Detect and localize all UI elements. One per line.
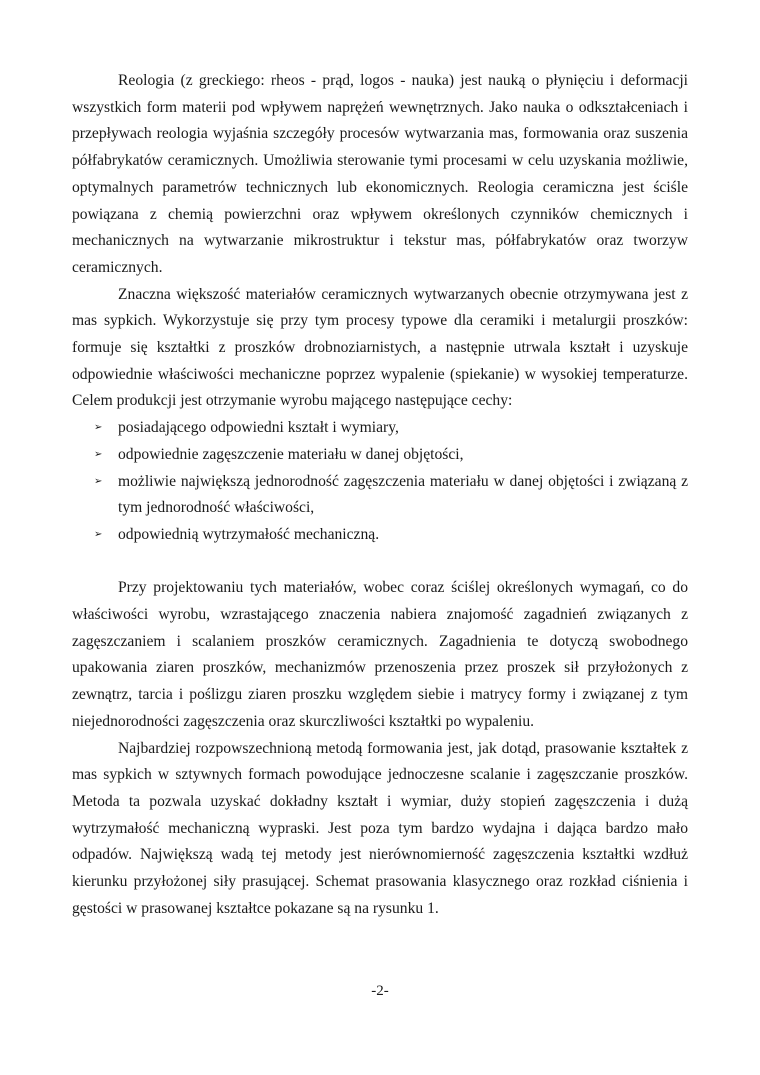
- arrowhead-bullet-icon: ➢: [94, 475, 103, 487]
- product-features-list: [72, 415, 688, 549]
- list-item: [72, 469, 688, 522]
- page-number: -2-: [371, 983, 389, 999]
- document-page: [72, 68, 688, 922]
- paragraph-powder-materials: Znaczna większość materiałów ceramicznych wytwarzanych obecnie otrzymywana jest z mas sypkich. Wykorzystuje się przy tym procesy typowe dla ceramiki i metalurgii proszków: formuje się kształtki z proszków drobnoziarnistych, a następnie utrwala kształt i uzyskuje odpowiednie właściwości mechaniczne poprzez wypalenie (spiekanie) w wysokiej temperaturze. Celem produkcji jest otrzymanie wyrobu mającego następujące cechy:: [72, 285, 688, 410]
- paragraph-design-considerations: Przy projektowaniu tych materiałów, wobec coraz ściślej określonych wymagań, co do właściwości wyrobu, wzrastającego znaczenia nabiera znajomość zagadnień związanych z zagęszczaniem i scalaniem proszków ceramicznych. Zagadnienia te dotyczą swobodnego upakowania ziaren proszków, mechanizmów przenoszenia przez proszek sił przyłożonych z zewnątrz, tarcia i poślizgu ziaren proszku względem siebie i matrycy formy i związanej z tym niejednorodności zagęszczenia oraz skurczliwości kształtki po wypaleniu.: [72, 579, 688, 730]
- list-item-text: odpowiednią wytrzymałość mechaniczną.: [118, 525, 380, 543]
- paragraph-rheology-definition: Reologia (z greckiego: rheos - prąd, logos - nauka) jest nauką o płynięciu i deformacji wszystkich form materii pod wpływem naprężeń wewnętrznych. Jako nauka o odkształceniach i przepływach reologia wyjaśnia szczegóły procesów wytwarzania mas, formowania oraz suszenia półfabrykatów ceramicznych. Umożliwia sterowanie tymi procesami w celu uzyskania możliwie, optymalnych parametrów technicznych lub ekonomicznych. Reologia ceramiczna jest ściśle powiązana z chemią powierzchni oraz wpływem określonych czynników chemicznych i mechanicznych na wytwarzanie mikrostruktur i tekstur mas, półfabrykatów oraz tworzyw ceramicznych.: [72, 72, 688, 276]
- list-item: [72, 522, 688, 549]
- list-item-text: możliwie największą jednorodność zagęszczenia materiału w danej objętości i związaną z tym jednorodność właściwości,: [118, 472, 688, 517]
- arrowhead-bullet-icon: ➢: [94, 422, 103, 434]
- list-item: [72, 415, 688, 442]
- paragraph-pressing-method: Najbardziej rozpowszechnioną metodą formowania jest, jak dotąd, prasowanie kształtek z mas sypkich w sztywnych formach powodujące jednoczesne scalanie i zagęszczanie proszków. Metoda ta pozwala uzyskać dokładny kształt i wymiar, duży stopień zagęszczenia i dużą wytrzymałość mechaniczną wypraski. Jest poza tym bardzo wydajna i dająca bardzo mało odpadów. Największą wadą tej metody jest nierównomierność zagęszczenia kształtki wzdłuż kierunku przyłożonej siły prasującej. Schemat prasowania klasycznego oraz rozkład ciśnienia i gęstości w prasowanej kształtce pokazane są na rysunku 1.: [72, 739, 688, 917]
- blank-line-spacer: [72, 549, 688, 576]
- list-item-text: posiadającego odpowiedni kształt i wymiary,: [118, 419, 399, 437]
- arrowhead-bullet-icon: ➢: [94, 528, 103, 540]
- arrowhead-bullet-icon: ➢: [94, 448, 103, 460]
- list-item-text: odpowiednie zagęszczenie materiału w danej objętości,: [118, 445, 464, 463]
- list-item: [72, 442, 688, 469]
